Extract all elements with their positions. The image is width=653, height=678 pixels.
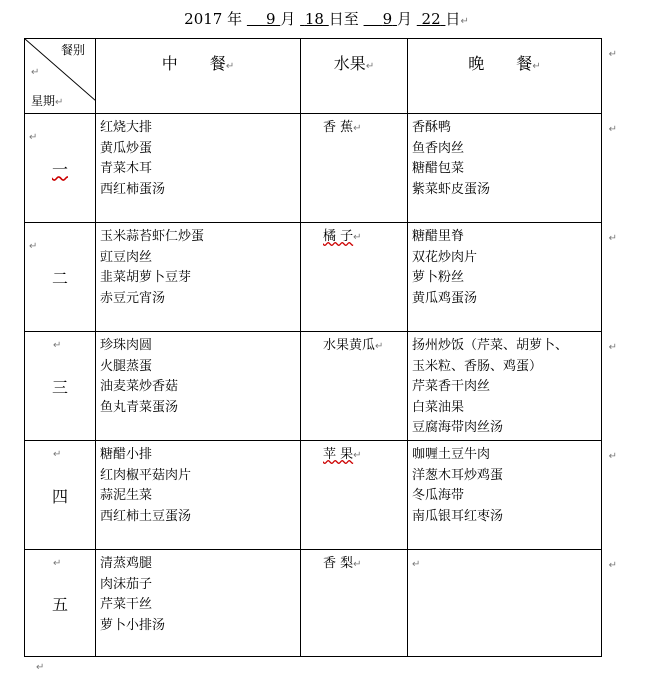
year-text: 2017 年	[184, 10, 243, 28]
dinner-header: 晚 餐↵ ↵	[408, 39, 602, 114]
dinner-cell: 扬州炒饭（芹菜、胡萝卜、 玉米粒、香肠、鸡蛋） 芹菜香干肉丝 白菜油果 豆腐海带肉丝汤 ↵	[408, 332, 602, 441]
to-text: 日至	[328, 10, 359, 28]
fruit-cell: 水果黄瓜↵	[301, 332, 408, 441]
paragraph-mark: ↵	[412, 559, 421, 570]
corner-weekday-label: 星期↵	[31, 94, 64, 108]
lunch-cell	[96, 550, 301, 657]
dinner-item: 鱼香肉丝	[412, 140, 465, 156]
lunch-item: 油麦菜炒香菇	[100, 379, 179, 394]
month-char-2: 月	[396, 10, 412, 28]
start-month: 9	[265, 10, 276, 28]
dinner-cell: ↵ ↵	[408, 550, 602, 657]
lunch-item: 玉米蒜苔虾仁炒蛋	[100, 229, 205, 244]
paragraph-mark: ↵	[460, 16, 469, 27]
dinner-item: 洋葱木耳炒鸡蛋	[412, 467, 504, 483]
table-row	[25, 114, 602, 223]
paragraph-mark: ↵	[31, 67, 40, 78]
lunch-cell	[96, 332, 301, 441]
dinner-item: 南瓜银耳红枣汤	[412, 508, 504, 524]
dinner-item: 黄瓜鸡蛋汤	[412, 290, 478, 306]
weekday-cell: ↵ 一	[25, 114, 96, 223]
lunch-item: 韭菜胡萝卜豆芽	[100, 270, 192, 285]
start-day: 18	[304, 10, 324, 28]
weekday-label: 三	[51, 377, 68, 397]
lunch-item: 肉沫茄子	[100, 576, 153, 592]
lunch-cell	[96, 223, 301, 332]
lunch-item: 糖醋小排	[100, 447, 153, 462]
weekday-cell: ↵ 三	[25, 332, 96, 441]
fruit-item: 香 梨	[323, 556, 354, 571]
dinner-item: 玉米粒、香肠、鸡蛋）	[412, 358, 543, 374]
lunch-item: 鱼丸青菜蛋汤	[100, 399, 179, 415]
dinner-item: 糖醋包菜	[412, 161, 465, 176]
dinner-item: 双花炒肉片	[412, 249, 478, 265]
corner-meal-label: 餐别	[60, 43, 85, 57]
dinner-item: 扬州炒饭（芹菜、胡萝卜、	[412, 338, 569, 353]
lunch-item: 西红柿蛋汤	[100, 181, 166, 197]
table-row	[25, 332, 602, 441]
dinner-item: 香酥鸭	[412, 120, 452, 135]
lunch-cell	[96, 441, 301, 550]
table-row	[25, 550, 602, 657]
lunch-item: 火腿蒸蛋	[100, 358, 153, 374]
lunch-item: 豇豆肉丝	[100, 249, 153, 265]
lunch-item: 黄瓜炒蛋	[100, 140, 153, 156]
lunch-cell	[96, 114, 301, 223]
dinner-item: 咖喱土豆牛肉	[412, 447, 491, 462]
lunch-item: 西红柿土豆蛋汤	[100, 508, 192, 524]
paragraph-mark: ↵	[36, 662, 45, 673]
header-row	[25, 39, 602, 114]
lunch-item: 红肉椒平菇肉片	[100, 467, 192, 483]
weekday-cell: ↵ 五	[25, 550, 96, 657]
fruit-item: 苹 果	[323, 447, 354, 462]
dinner-item: 白菜油果	[412, 399, 465, 415]
dinner-item: 萝卜粉丝	[412, 270, 465, 285]
weekday-cell: ↵ 四	[25, 441, 96, 550]
lunch-header: 中 餐↵	[96, 39, 301, 114]
dinner-cell: 咖喱土豆牛肉 洋葱木耳炒鸡蛋 冬瓜海带 南瓜银耳红枣汤 ↵	[408, 441, 602, 550]
dinner-cell: 香酥鸭 鱼香肉丝 糖醋包菜 紫菜虾皮蛋汤 ↵	[408, 114, 602, 223]
weekday-label: 一	[51, 159, 68, 179]
weekday-cell: ↵ 二	[25, 223, 96, 332]
table-row	[25, 223, 602, 332]
weekly-menu-table	[24, 38, 617, 657]
lunch-item: 红烧大排	[100, 120, 153, 135]
day-char-end: 日	[445, 10, 461, 28]
fruit-header: 水果↵	[301, 39, 408, 114]
weekday-label: 四	[51, 486, 68, 506]
fruit-cell: 苹 果↵	[301, 441, 408, 550]
fruit-item: 水果黄瓜	[323, 338, 376, 353]
lunch-item: 青菜木耳	[100, 161, 153, 176]
dinner-cell: 糖醋里脊 双花炒肉片 萝卜粉丝 黄瓜鸡蛋汤 ↵	[408, 223, 602, 332]
fruit-cell: 香 蕉↵	[301, 114, 408, 223]
lunch-item: 芹菜干丝	[100, 597, 153, 612]
dinner-item: 冬瓜海带	[412, 488, 465, 503]
menu-date-title	[0, 8, 653, 29]
fruit-item: 香 蕉	[323, 120, 354, 135]
dinner-item: 紫菜虾皮蛋汤	[412, 181, 491, 197]
end-month: 9	[382, 10, 393, 28]
fruit-cell: 橘 子↵	[301, 223, 408, 332]
table-row	[25, 441, 602, 550]
end-day: 22	[421, 10, 441, 28]
lunch-item: 蒜泥生菜	[100, 488, 153, 503]
weekday-label: 二	[51, 268, 68, 288]
weekday-label: 五	[51, 594, 68, 614]
lunch-item: 珍珠肉圆	[100, 338, 153, 353]
lunch-item: 清蒸鸡腿	[100, 556, 153, 571]
month-char-1: 月	[280, 10, 296, 28]
dinner-item: 豆腐海带肉丝汤	[412, 420, 504, 435]
fruit-cell: 香 梨↵	[301, 550, 408, 657]
lunch-item: 萝卜小排汤	[100, 617, 166, 633]
dinner-item: 芹菜香干肉丝	[412, 379, 491, 394]
corner-cell	[25, 39, 96, 114]
fruit-item: 橘 子	[323, 229, 354, 244]
dinner-item: 糖醋里脊	[412, 229, 465, 244]
lunch-item: 赤豆元宵汤	[100, 290, 166, 306]
